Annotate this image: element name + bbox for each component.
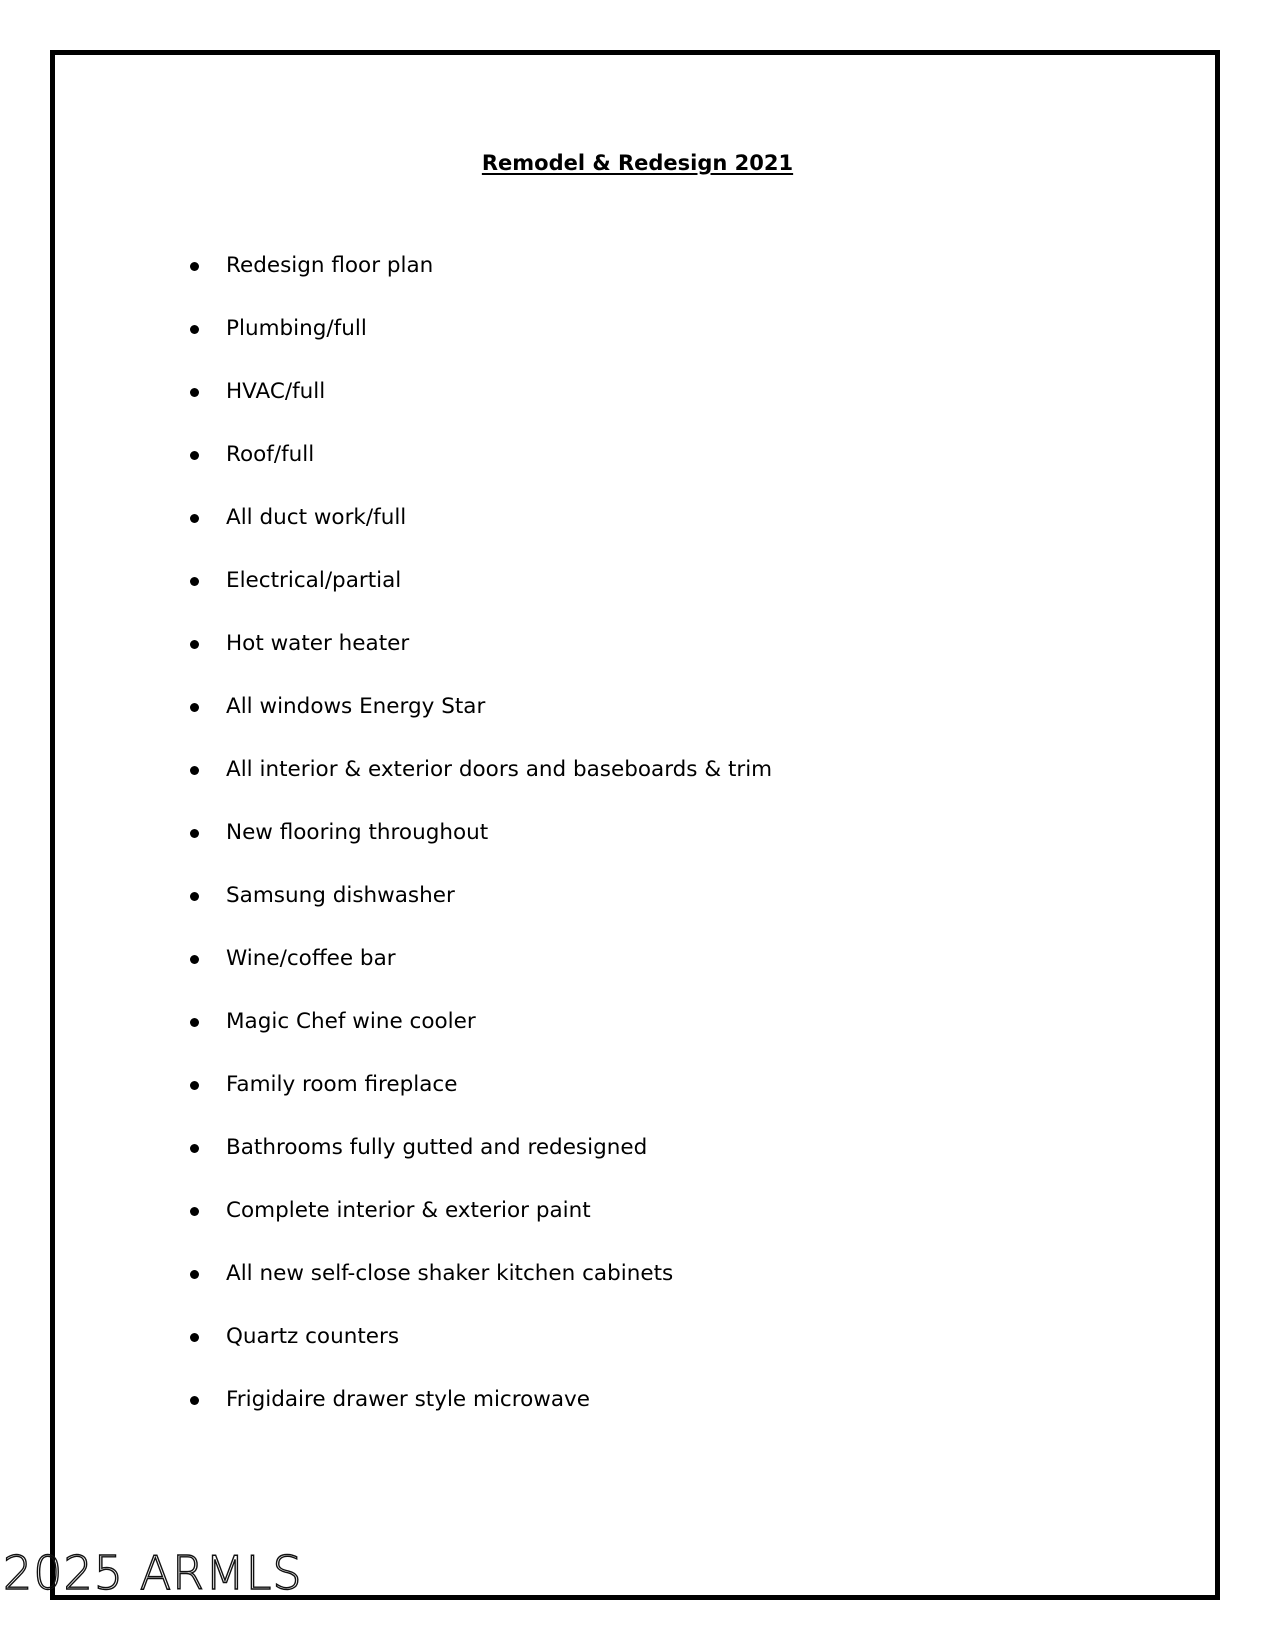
bullet-icon [190, 451, 199, 460]
document-title: Remodel & Redesign 2021 [481, 151, 794, 175]
list-item-text: New flooring throughout [226, 820, 489, 845]
list-item-text: Samsung dishwasher [226, 883, 455, 908]
bullet-icon [190, 892, 199, 901]
list-item-text: All new self-close shaker kitchen cabinets [226, 1261, 674, 1286]
bullet-icon [190, 766, 199, 775]
bullet-icon [190, 1018, 199, 1027]
list-item-text: Hot water heater [226, 631, 410, 656]
list-item-text: Magic Chef wine cooler [226, 1009, 476, 1034]
list-item [186, 1009, 772, 1072]
bullet-icon [190, 1081, 199, 1090]
bullet-icon [190, 640, 199, 649]
remodel-item-list [186, 253, 772, 1450]
list-item-text: All interior & exterior doors and baseboards & trim [226, 757, 773, 782]
bullet-icon [190, 388, 199, 397]
list-item [186, 1072, 772, 1135]
list-item-text: Plumbing/full [226, 316, 367, 341]
bullet-icon [190, 1396, 199, 1405]
bullet-icon [190, 577, 199, 586]
list-item [186, 1198, 772, 1261]
list-item [186, 694, 772, 757]
list-item [186, 253, 772, 316]
list-item [186, 820, 772, 883]
list-item-text: Complete interior & exterior paint [226, 1198, 591, 1223]
bullet-icon [190, 1207, 199, 1216]
list-item-text: Bathrooms fully gutted and redesigned [226, 1135, 648, 1160]
bullet-icon [190, 1333, 199, 1342]
list-item-text: HVAC/full [226, 379, 326, 404]
list-item-text: Wine/coffee bar [226, 946, 396, 971]
list-item-text: Family room fireplace [226, 1072, 458, 1097]
list-item-text: Roof/full [226, 442, 315, 467]
bullet-icon [190, 703, 199, 712]
list-item [186, 442, 772, 505]
list-item-text: All windows Energy Star [226, 694, 486, 719]
list-item [186, 568, 772, 631]
list-item-text: All duct work/full [226, 505, 407, 530]
list-item [186, 883, 772, 946]
bullet-icon [190, 829, 199, 838]
list-item [186, 757, 772, 820]
list-item-text: Electrical/partial [226, 568, 402, 593]
bullet-icon [190, 325, 199, 334]
list-item [186, 946, 772, 1009]
bullet-icon [190, 1144, 199, 1153]
list-item [186, 1387, 772, 1450]
list-item-text: Quartz counters [226, 1324, 400, 1349]
list-item [186, 316, 772, 379]
bullet-icon [190, 1270, 199, 1279]
bullet-icon [190, 955, 199, 964]
bullet-icon [190, 514, 199, 523]
list-item [186, 505, 772, 568]
list-item [186, 1324, 772, 1387]
list-item-text: Frigidaire drawer style microwave [226, 1387, 590, 1412]
list-item [186, 1261, 772, 1324]
armls-watermark: 2025 ARMLS [3, 1546, 303, 1600]
list-item-text: Redesign floor plan [226, 253, 434, 278]
bullet-icon [190, 262, 199, 271]
list-item [186, 379, 772, 442]
list-item [186, 1135, 772, 1198]
list-item [186, 631, 772, 694]
